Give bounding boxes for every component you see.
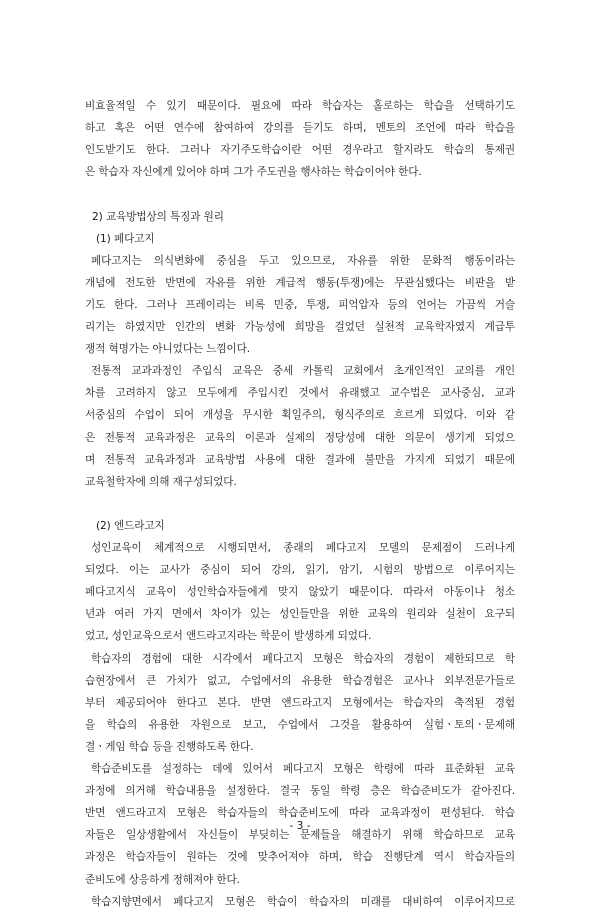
text-line: 학습준비도를 설정하는 데에 있어서 페다고지 모형은 학령에 따라 표준화된 교육: [91, 763, 515, 775]
text-line: 학습자의 경험에 대한 시각에서 페다고지 모형은 학습자의 경험이 제한되므로 학: [91, 652, 515, 665]
text-line: 리기는 하였지만 인간의 변화 가능성에 희망을 걸었던 실천적 교육학자였지 계급투: [85, 321, 515, 333]
text-line: 과정은 학습자들이 원하는 것에 맞추어져야 하며, 학습 진행단계 역시 학습자들의: [85, 851, 515, 864]
text-line: 자들은 일상생활에서 자신들이 부딪히는 문제들을 해결하기 위해 학습하므로 교육: [85, 829, 515, 842]
text-line: 차를 고려하지 않고 모두에게 주입시킨 것에서 유래했고 교수법은 교사중심, 교과: [85, 387, 515, 400]
text-line: 되었다. 이는 교사가 중심이 되어 강의, 읽기, 암기, 시험의 방법으로 이루어지는: [85, 564, 515, 577]
text-line: 반면 앤드라고지 모형은 학습자들의 학습준비도에 따라 교육과정이 편성된다. 학습: [85, 807, 515, 820]
text-line: 은 학습자 자신에게 있어야 하며 그가 주도권을 행사하는 학습이어야 한다.: [85, 166, 422, 179]
text-line: 교육철학자에 의해 재구성되었다.: [85, 475, 237, 488]
blank-line: [85, 183, 515, 205]
text-line: 준비도에 상응하게 정해져야 한다.: [85, 873, 240, 886]
text-line: (2) 엔드라고지: [96, 519, 165, 532]
text-line: 은 전통적 교육과정은 교육의 이론과 실제의 정당성에 대한 의문이 생기게 되었으: [85, 431, 515, 444]
text-line: (1) 페다고지: [96, 232, 155, 245]
text-line: 년과 여러 가지 면에서 차이가 있는 성인들만을 위한 교육의 원리와 실천이 요구되: [85, 608, 515, 621]
text-line: 학습지향면에서 페다고지 모형은 학습이 학습자의 미래를 대비하여 이루어지므로: [91, 895, 515, 908]
text-line: 인도받기도 한다. 그러나 자기주도학습이란 어떤 경우라고 할지라도 학습의 통제권: [85, 144, 515, 157]
text-line: 었고, 성인교육으로서 앤드라고지라는 학문이 발생하게 되었다.: [85, 630, 372, 643]
text-line: 개념에 전도한 반면에 자유를 위한 계급적 행동(투쟁)에는 무관심했다는 비판을 받: [85, 276, 515, 289]
text-line: 전통적 교과과정인 주입식 교육은 중세 카톨릭 교회에서 초개인적인 교의를 개인: [91, 365, 515, 378]
text-line: 결ㆍ게임 학습 등을 진행하도록 한다.: [85, 740, 254, 753]
blank-line: [85, 493, 515, 515]
text-line: 부터 제공되어야 한다고 본다. 반면 앤드라고지 모형에서는 학습자의 축적된 경험: [85, 696, 515, 709]
text-line: 비효율적일 수 있기 때문이다. 필요에 따라 학습자는 홀로하는 학습을 선택하기도: [85, 100, 515, 112]
text-line: 페다고지는 의식변화에 중심을 두고 있으므로, 자유를 위한 문화적 행동이라는: [91, 254, 515, 267]
text-line: 성인교육이 체계적으로 시행되면서, 종래의 페다고지 모델의 문제점이 드러나게: [91, 542, 515, 554]
text-line: 2) 교육방법상의 특징과 원리: [92, 210, 224, 223]
text-line: 을 학습의 유용한 자원으로 보고, 수업에서 그것을 활용하여 실험ㆍ토의ㆍ문제해: [85, 718, 515, 731]
text-line: 기도 한다. 그러나 프레이리는 비록 민중, 투쟁, 피억압자 등의 언어는 가끔씩 거슬: [85, 298, 515, 311]
text-line: 습현장에서 큰 가치가 없고, 수업에서의 유용한 학습경험은 교사나 외부전문가들로: [85, 674, 515, 687]
text-line: 서중심의 수업이 되어 개성을 무시한 획일주의, 형식주의로 흐르게 되었다. 이와 같: [85, 409, 515, 422]
page-number: - 3 -: [289, 820, 311, 832]
text-line: 과정에 의거해 학습내용을 설정한다. 결국 동일 학령 층은 학습준비도가 같아진다.: [85, 785, 515, 798]
text-line: 며 전통적 교육과정과 교육방법 사용에 대한 결과에 불만을 가지게 되었기 때문에: [85, 453, 515, 466]
text-line: 쟁적 혁명가는 아니었다는 느낌이다.: [85, 343, 251, 356]
text-line: 페다고지식 교육이 성인학습자들에게 맞지 않았기 때문이다. 따라서 아동이나 청소: [85, 586, 515, 599]
text-line: 하고 혹은 어떤 연수에 참여하여 강의를 듣기도 하며, 멘토의 조언에 따라 학습을: [85, 122, 515, 135]
